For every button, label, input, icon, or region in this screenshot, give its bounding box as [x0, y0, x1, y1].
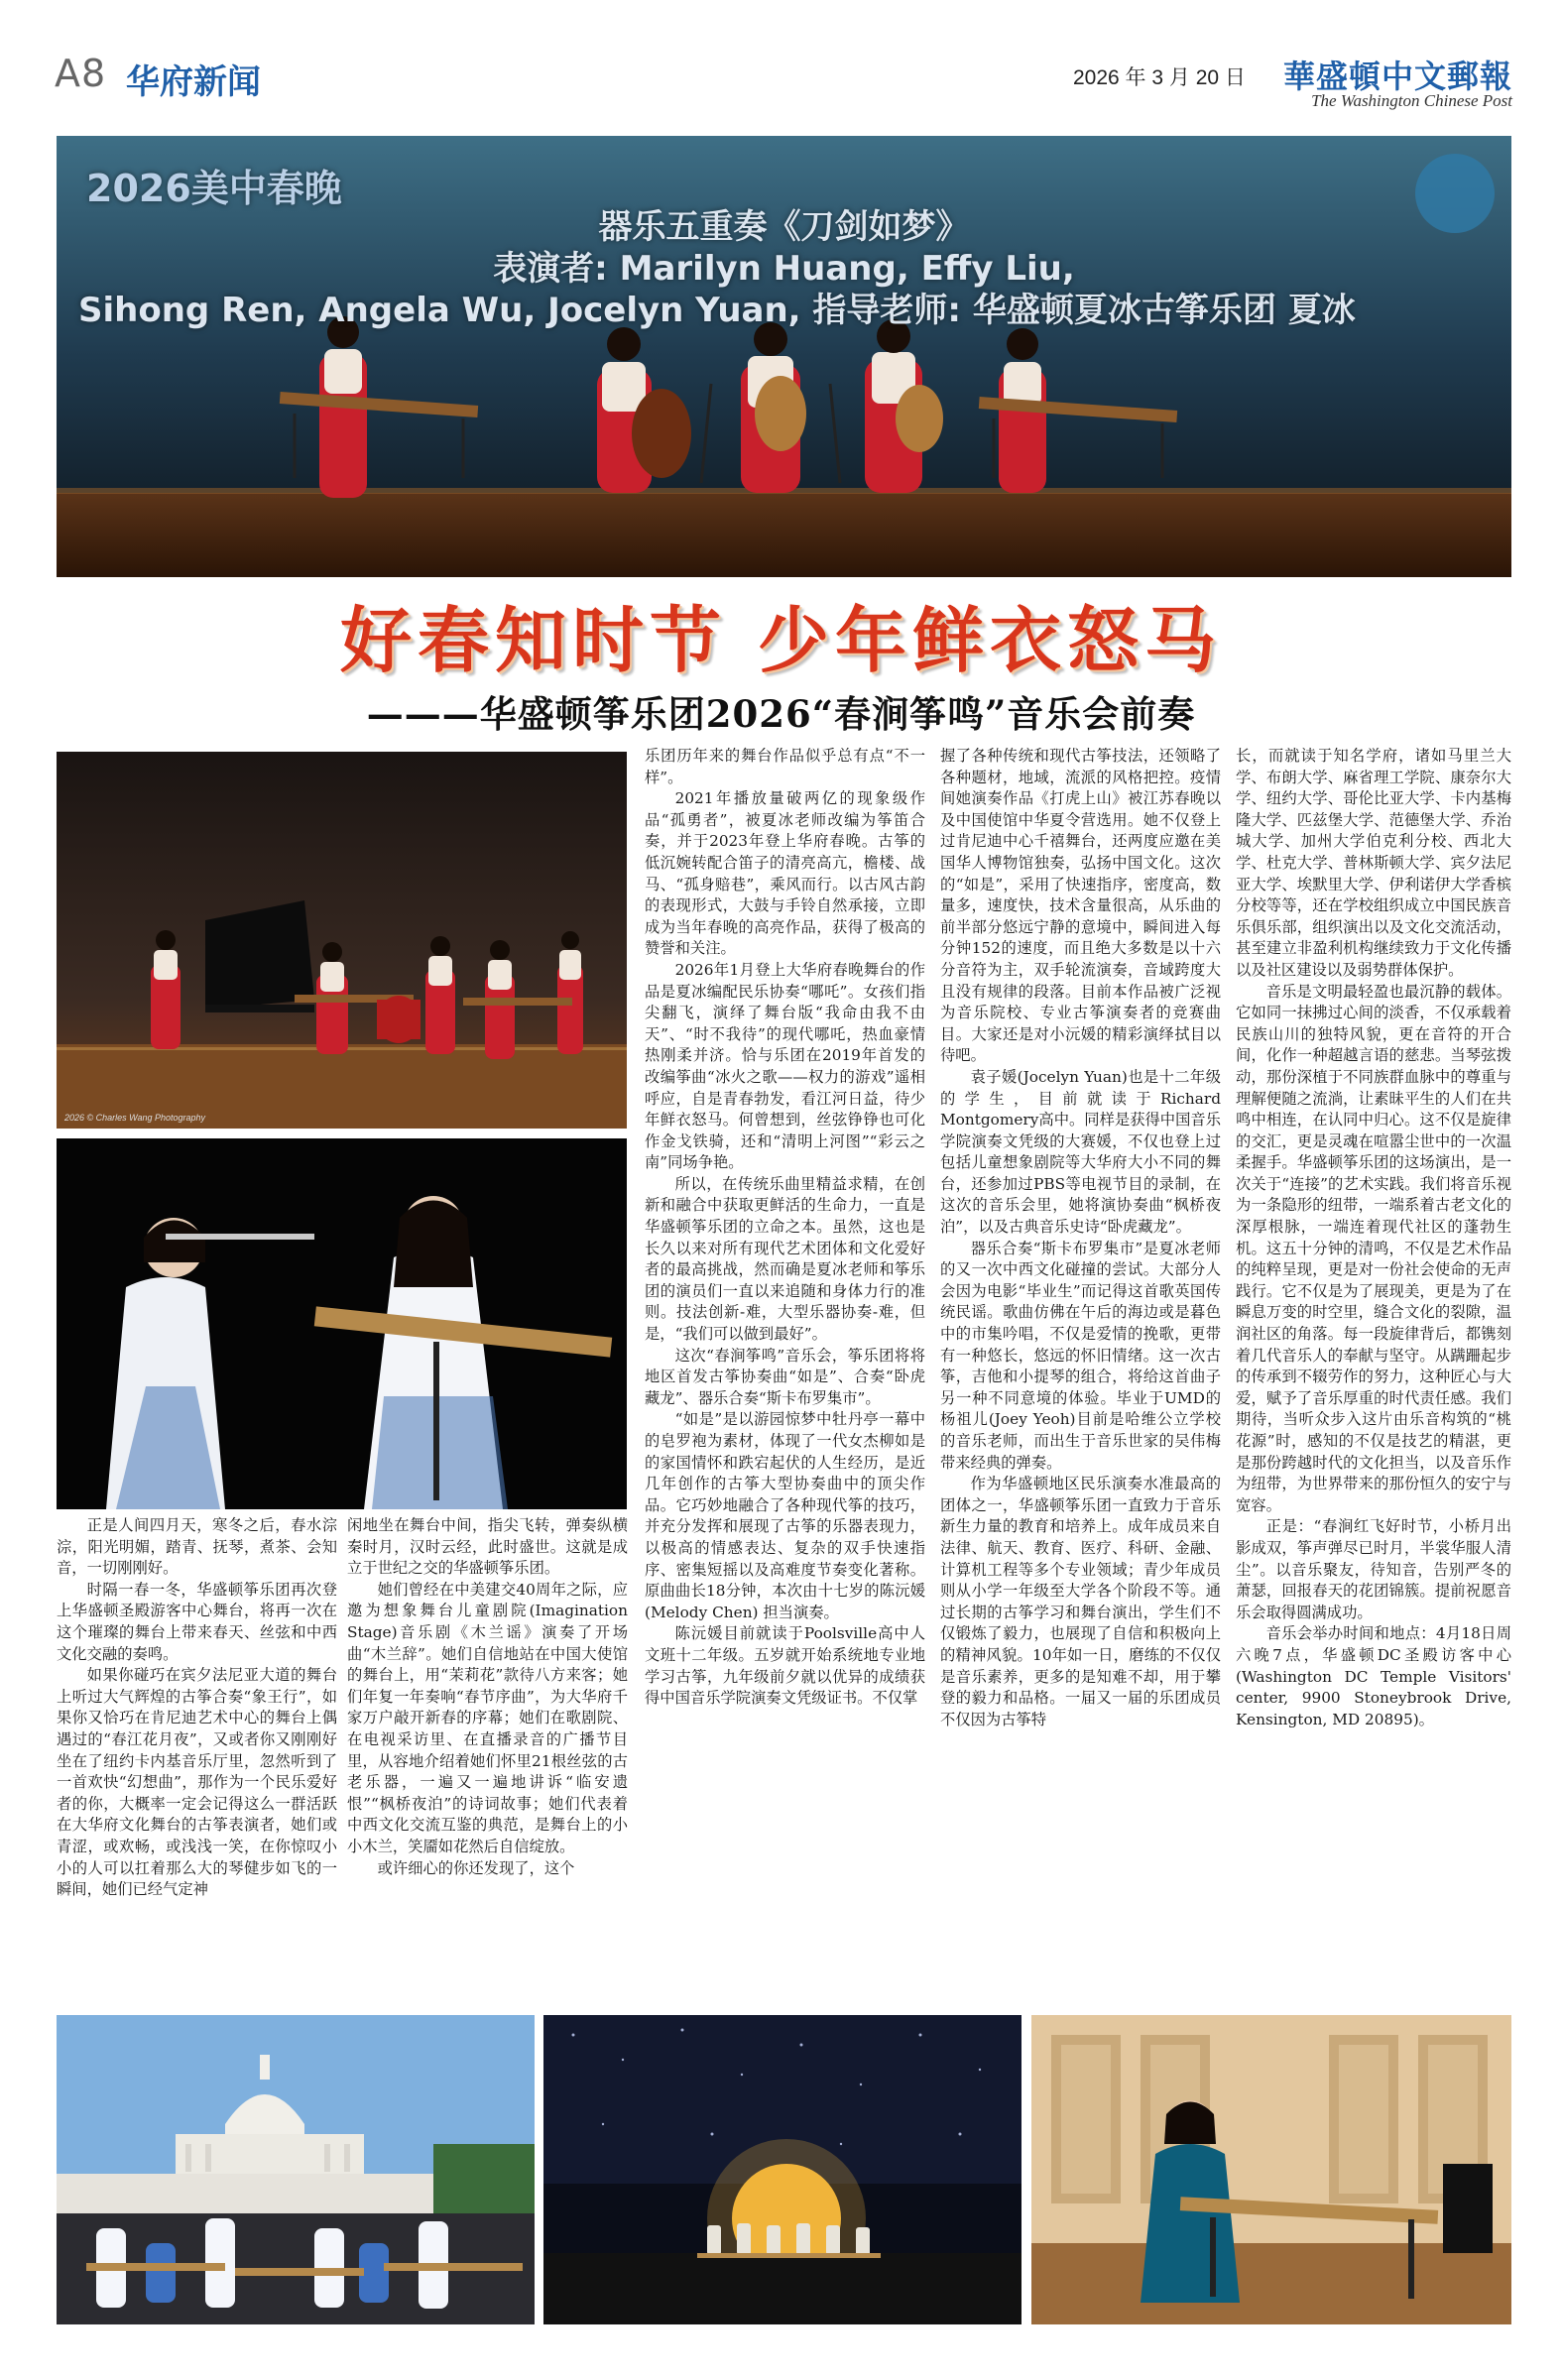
solo-guzheng-recital-photo: [1031, 2015, 1511, 2324]
capitol-performance-photo: [57, 2015, 535, 2324]
article-column-1: [57, 1515, 337, 1901]
article-column-5: [1236, 746, 1511, 1730]
article-subheadline: ———华盛顿筝乐团2026“春涧筝鸣”音乐会前奏: [366, 692, 1196, 736]
flute-guzheng-scene: [57, 1138, 627, 1509]
paragraph: 2021年播放量破两亿的现象级作品“孤勇者”，被夏冰老师改编为筝笛合奏，并于2023年登上华府春晚。古筝的低沉婉转配合笛子的清亮高亢，檐楼、战马、“孤身赔巷”，乘风而行。以古风古韵的表现形式，大鼓与手铃自然承接，立即成为当年春晚的高亮作品，获得了极高的赞誉和关注。: [645, 789, 925, 958]
page-number: A8: [55, 52, 107, 95]
article-column-4: [940, 746, 1221, 1730]
paragraph: 音乐会举办时间和地点：4月18日周六晚7点，华盛顿DC圣殿访客中心(Washington DC Temple Visitors' center, 9900 Stoneybrook Drive, Kensington, MD 20895)。: [1236, 1624, 1511, 1728]
stage-ensemble-scene: [57, 752, 627, 1129]
section-title: 华府新闻: [126, 62, 261, 102]
paragraph: 握了各种传统和现代古筝技法，还领略了各种题材，地域，流派的风格把控。疫情间她演奏作品《打虎上山》被江苏春晚以及中国使馆中华夏令营选用。她不仅登上过肯尼迪中心千禧舞台，还两度应邀在美国华人博物馆独奏，弘扬中国文化。这次的“如是”，采用了快速指序，密度高，数量多，速度快，技术含量很高，从乐曲的前半部分悠远宁静的意境中，瞬间进入每分钟152的速度，而且绝大多数是以十六分音符为主，双手轮流演奏，音域跨度大且没有规律的段落。目前本作品被广泛视为音乐院校、专业古筝演奏者的竞赛曲目。大家还是对小沅媛的精彩演绎拭目以待吧。: [940, 747, 1221, 1065]
paragraph: 长，而就读于知名学府，诸如马里兰大学、布朗大学、麻省理工学院、康奈尔大学、纽约大学、哥伦比亚大学、卡内基梅隆大学、匹兹堡大学、范德堡大学、乔治城大学、加州大学伯克利分校、西北大学、杜克大学、普林斯顿大学、宾夕法尼亚大学、埃默里大学、伊利诺伊大学香槟分校等等，还在学校组织成立中国民族音乐俱乐部，组织演出以及文化交流活动，甚至建立非盈利机构继续致力于文化传播以及社区建设以及弱势群体保护。: [1236, 747, 1511, 979]
publication-date: 2026 年 3 月 20 日: [1073, 66, 1246, 89]
flute-guzheng-duo-photo: [57, 1138, 627, 1509]
paragraph: 2026年1月登上大华府春晚舞台的作品是夏冰编配民乐协奏“哪吒”。女孩们指尖翻飞，演绎了舞台版“我命由我不由天”、“时不我待”的现代哪吒，热血豪情热刚柔并济。恰与乐团在2019年首发的改编筝曲“冰火之歌——权力的游戏”遥相呼应，自是青春勃发，看江河日益，待少年鲜衣怒马。何曾想到，丝弦铮铮也可化作金戈铁骑，还和“清明上河图”“彩云之南”同场争艳。: [645, 960, 925, 1172]
article-column-2: [347, 1515, 628, 1879]
masthead: [55, 52, 1512, 110]
paragraph: 或许细心的你还发现了，这个: [377, 1858, 575, 1877]
article-column-3: [645, 746, 925, 1710]
starry-stage-ensemble-photo: [543, 2015, 1021, 2324]
photo-credit: 2026 © Charles Wang Photography: [64, 1113, 206, 1123]
paragraph: 如果你碰巧在宾夕法尼亚大道的舞台上听过大气辉煌的古筝合奏“象王行”，如果你又恰巧在肯尼迪艺术中心的舞台上偶遇过的“春江花月夜”，又或者你又刚刚好坐在了纽约卡内基音乐厅里，忽然听到了一首欢快“幻想曲”，那作为一个民乐爱好者的你，大概率一定会记得这么一群活跃在大华府文化舞台的古筝表演者，她们或青涩，或欢畅，或浅浅一笑，在你惊叹小小的人可以扛着那么大的琴健步如飞的一瞬间，她们已经气定神: [57, 1666, 337, 1899]
article-headline: 好春知时节 少年鲜衣怒马: [339, 599, 1223, 682]
paragraph: 她们曾经在中美建交40周年之际，应邀为想象舞台儿童剧院(Imagination Stage)音乐剧《木兰谣》演奏了开场曲“木兰辞”。她们自信地站在中国大使馆的舞台上，用“茉莉花”款待八方来客；她们年复一年奏响“春节序曲”，为大华府千家万户敲开新春的序幕；她们在歌剧院、在电视采访里、在直播录音的广播节目里，从容地介绍着她们怀里21根丝弦的古老乐器，一遍又一遍地讲诉“临安遗恨”“枫桥夜泊”的诗词故事；她们代表着中西文化交流互鉴的典范，是舞台上的小小木兰，笑靥如花然后自信绽放。: [347, 1580, 628, 1855]
paragraph: 器乐合奏“斯卡布罗集市”是夏冰老师的又一次中西文化碰撞的尝试。大部分人会因为电影“毕业生”而记得这首歌英国传统民谣。歌曲仿佛在午后的海边或是暮色中的市集吟唱，不仅是爱情的挽歌，更带有一种悠长，悠远的怀旧情绪。这一次古筝，吉他和小提琴的组合，将给这首曲子另一种不同意境的体验。毕业于UMD的杨祖儿(Joey Yeoh)目前是哈维公立学校的音乐老师，而出生于音乐世家的吴伟梅带来经典的弹奏。: [940, 1239, 1221, 1472]
newspaper-name-en: The Washington Chinese Post: [1311, 91, 1512, 110]
banner-performers: 表演者: Marilyn Huang, Effy Liu,: [493, 249, 1075, 289]
paragraph: 音乐是文明最轻盈也最沉静的载体。它如同一抹拂过心间的淡香，不仅承载着民族山川的独特风貌，更在音符的开合间，化作一种超越言语的慈悲。当琴弦拨动，那份深植于不同族群血脉中的尊重与理解便随之流淌，让素昧平生的人们在共鸣中相连，在认同中归心。这不仅是旋律的交汇，更是灵魂在喧嚣尘世中的一次温柔握手。华盛顿筝乐团的这场演出，是一次关于“连接”的艺术实践。我们将音乐视为一条隐形的纽带，一端系着古老文化的深厚根脉，一端连着现代社区的蓬勃生机。这五十分钟的清鸣，不仅是艺术作品的纯粹呈现，更是对一份社会使命的无声践行。它不仅是为了展现美，更是为了在瞬息万变的时空里，缝合文化的裂隙，温润社区的角落。每一段旋律背后，都镌刻着几代音乐人的奉献与坚守。从蹒跚起步的传承到不辍劳作的努力，这种匠心与大爱，赋予了音乐厚重的时代责任感。我们期待，当听众步入这片由乐音构筑的“桃花源”时，感知的不仅是技艺的精湛，更是那份跨越时代的文化担当，以及音乐作为纽带，为世界带来的那份恒久的安宁与宽容。: [1236, 982, 1511, 1514]
newspaper-name-cn: 華盛頓中文郵報: [1282, 58, 1512, 95]
banner-event-title: 2026美中春晚: [86, 167, 342, 210]
paragraph: 袁子媛(Jocelyn Yuan)也是十二年级的学生，目前就读于Richard Montgomery高中。同样是获得中国音乐学院演奏文凭级的大赛媛，不仅也登上过包括儿童想象剧院等大华府大小不同的舞台，还参加过PBS等电视节目的录制，在这次的音乐会里，她将演协奏曲“枫桥夜泊”，以及古典音乐史诗“卧虎藏龙”。: [940, 1067, 1221, 1237]
capitol-scene: [57, 2015, 535, 2324]
banner-concert-photo: [57, 136, 1511, 577]
banner-performers-teacher: Sihong Ren, Angela Wu, Jocelyn Yuan, 指导老师: 华盛顿夏冰古筝乐团 夏冰: [78, 291, 1356, 330]
paragraph: “如是”是以游园惊梦中牡丹亭一幕中的皂罗袍为素材，体现了一代女杰柳如是的家国情怀和跌宕起伏的人生经历，是近几年创作的古筝大型协奏曲中的顶尖作品。它巧妙地融合了各种现代筝的技巧，并充分发挥和展现了古筝的乐器表现力，以极高的情感表达、复杂的双手快速指序、密集短摇以及高难度节奏变化著称。原曲曲长18分钟，本次由十七岁的陈沅媛(Melody Chen) 担当演奏。: [645, 1410, 925, 1621]
paragraph: 时隔一春一冬，华盛顿筝乐团再次登上华盛顿圣殿游客中心舞台，将再一次在这个璀璨的舞台上带来春天、丝弦和中西文化交融的奏鸣。: [57, 1580, 337, 1663]
paragraph: 正是：“春涧红飞好时节，小桥月出影成双，筝声弹尽已时月，半裳华服人清尘”。以音乐聚友，待知音，告别严冬的萧瑟，回报春天的花团锦簇。提前祝愿音乐会取得圆满成功。: [1236, 1517, 1511, 1621]
paragraph: 所以，在传统乐曲里精益求精，在创新和融合中获取更鲜活的生命力，一直是华盛顿筝乐团的立命之本。虽然，这也是长久以来对所有现代艺术团体和文化爱好者的最高挑战，然而确是夏冰老师和筝乐团的演员们一直以来追随和身体力行的准则。技法创新-难，大型乐器协奏-难，但是，“我们可以做到最好”。: [645, 1174, 925, 1344]
banner-piece-title: 器乐五重奏《刀剑如梦》: [598, 207, 970, 247]
starry-stage-scene: [543, 2015, 1021, 2324]
recital-hall-scene: [1031, 2015, 1511, 2324]
paragraph: 作为华盛顿地区民乐演奏水准最高的团体之一，华盛顿筝乐团一直致力于音乐新生力量的教育和培养上。成年成员来自法律、航天、教育、医疗、科研、金融、计算机工程等多个专业领域；青少年成员则从小学一年级至大学各个阶段不等。通过长期的古筝学习和舞台演出，学生们不仅锻炼了毅力，也展现了自信和积极向上的精神风貌。10年如一日，磨练的不仅仅是音乐素养，更多的是知难不却，用于攀登的毅力和品格。一届又一届的乐团成员不仅因为古筝特: [940, 1475, 1221, 1728]
stage-ensemble-photo: [57, 752, 627, 1129]
paragraph: 这次“春涧筝鸣”音乐会，筝乐团将将地区首发古筝协奏曲“如是”、合奏“卧虎藏龙”、器乐合奏“斯卡布罗集市”。: [645, 1346, 925, 1407]
paragraph: 闲地坐在舞台中间，指尖飞转，弹奏纵横秦时月，汉时云经，此时盛世。这就是成立于世纪之交的华盛顿筝乐团。: [347, 1516, 628, 1578]
paragraph: 陈沅媛目前就读于Poolsville高中人文班十二年级。五岁就开始系统地专业地学习古筝，九年级前夕就以优异的成绩获得中国音乐学院演奏文凭级证书。不仅掌: [645, 1624, 925, 1708]
paragraph: 正是人间四月天，寒冬之后，春水淙淙，阳光明媚，踏青、抚琴，煮茶、会知音，一切刚刚好。: [57, 1516, 337, 1578]
paragraph: 乐团历年来的舞台作品似乎总有点“不一样”。: [645, 747, 925, 786]
